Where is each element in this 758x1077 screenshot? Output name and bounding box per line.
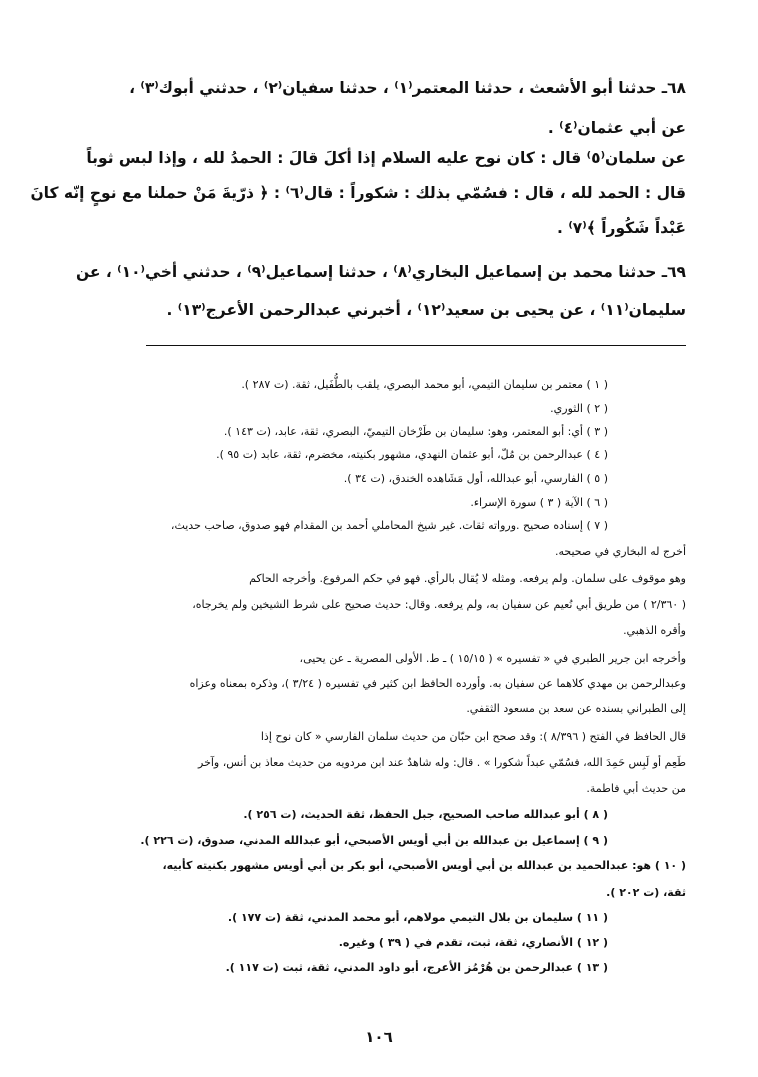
footnote-8: ( ٨ ) أبو عبدالله صاحب الصحيح، جبل الحفظ، ثقة الحديث، (ت ٢٥٦ ). [243, 808, 608, 821]
footnote-7: ( ٧ ) إسناده صحيح .ورواته ثقات. غير شيخ المحاملي أحمد بن المقدام فهو صدوق، صاحب حديث، [170, 519, 608, 532]
footnote-11: ( ١١ ) سليمان بن بلال التيمي مولاهم، أبو محمد المدني، ثقة (ت ١٧٧ ). [227, 911, 608, 924]
footnote-7-continued: أخرج له البخاري في صحيحه. [554, 545, 686, 558]
hadith-68-line-5: عَبْداً شَكُوراً ﴾⁽٧⁾ . [557, 219, 686, 237]
hadith-68-line-3: عن سلمان⁽٥⁾ قال : كان نوح عليه السلام إذا أكلَ قالَ : الحمدُ لله ، وإذا لبس ثوباً [86, 149, 686, 167]
footnote-7-ibn-kathir: وعبدالرحمن بن مهدي كلاهما عن سفيان به. وأورده الحافظ ابن كثير في تفسيره ( ٣/٢٤ )، وذكره بمعناه وعزاه [189, 677, 686, 690]
footnote-9: ( ٩ ) إسماعيل بن عبدالله بن أبي أويس الأصبحي، أبو عبدالله المدني، صدوق، (ت ٢٢٦ ). [140, 834, 608, 847]
footnote-7-tabarani: إلى الطبراني بسنده عن سعد بن مسعود الثقفي. [466, 702, 686, 715]
footnote-7-dhahabi: وأقره الذهبي. [623, 624, 686, 637]
hadith-69-line-1: ٦٩ـ حدثنا محمد بن إسماعيل البخاري⁽٨⁾ ، حدثنا إسماعيل⁽٩⁾ ، حدثني أخي⁽١٠⁾ ، عن [75, 263, 686, 281]
footnote-7-mawquf: وهو موقوف على سلمان. ولم يرفعه. ومثله لا يُقال بالرأي. فهو في حكم المرفوع. وأخرجه الحاكم [249, 572, 686, 585]
footnote-divider [146, 345, 686, 346]
footnote-7-tabari: وأخرجه ابن جرير الطبري في « تفسيره » ( ١٥/١٥ ) ـ ط. الأولى المصرية ـ عن يحيى، [299, 652, 686, 665]
footnote-12: ( ١٢ ) الأنصاري، ثقة، ثبت، تقدم في ( ٣٩ ) وغيره. [338, 936, 608, 949]
hadith-68-line-2: عن أبي عثمان⁽٤⁾ . [547, 119, 686, 137]
hadith-69-line-2: سليمان⁽١١⁾ ، عن يحيى بن سعيد⁽١٢⁾ ، أخبرني عبدالرحمن الأعرج⁽١٣⁾ . [166, 301, 686, 319]
footnote-7-hakim: ( ٢/٣٦٠ ) من طريق أبي نُعيم عن سفيان به، ولم يرفعه. وقال: حديث صحيح على شرط الشيخين ولم يخرجاه، [192, 598, 686, 611]
footnote-13: ( ١٣ ) عبدالرحمن بن هُرْمُز الأعرج، أبو داود المدني، ثقة، ثبت (ت ١١٧ ). [225, 961, 608, 974]
footnote-2: ( ٢ ) الثوري. [550, 402, 608, 415]
footnote-6: ( ٦ ) الآية ( ٣ ) سورة الإسراء. [470, 496, 608, 509]
footnote-5: ( ٥ ) الفارسي، أبو عبدالله، أول مَشَاهده الخندق، (ت ٣٤ ). [343, 472, 608, 485]
footnote-7-abi-fatima: من حديث أبي فاطمة. [586, 782, 686, 795]
footnote-7-fath: قال الحافظ في الفتح ( ٨/٣٩٦ ): وقد صحح ابن حبّان من حديث سلمان الفارسي « كان نوح إذا [260, 730, 686, 743]
page-number: ١٠٦ [365, 1028, 393, 1046]
footnote-4: ( ٤ ) عبدالرحمن بن مُلّ، أبو عثمان النهدي، مشهور بكنيته، مخضرم، ثقة، عابد (ت ٩٥ ). [216, 448, 608, 461]
hadith-68-line-4: قال : الحمد لله ، قال : فسُمّي بذلك : شكوراً : قال⁽٦⁾ : ﴿ ذرّيةَ مَنْ حملنا مع نوحٍ إنّه كانَ [30, 184, 686, 202]
footnote-1: ( ١ ) معتمر بن سليمان التيمي، أبو محمد البصري، يلقب بالطُّفَيل، ثقة. (ت ٢٨٧ ). [241, 378, 608, 391]
footnote-10: ( ١٠ ) هو: عبدالحميد بن عبدالله بن أبي أويس الأصبحي، أبو بكر بن أبي أويس مشهور بكنيته كأبيه، [162, 859, 686, 872]
footnote-3: ( ٣ ) أي: أبو المعتمر، وهو: سليمان بن طَرْخان التيميّ، البصري، ثقة، عابد، (ت ١٤٣ ). [223, 425, 608, 438]
hadith-68-line-1: ٦٨ـ حدثنا أبو الأشعث ، حدثنا المعتمر⁽١⁾ ، حدثنا سفيان⁽٢⁾ ، حدثني أبوك⁽٣⁾ ، [129, 79, 686, 97]
footnote-10-continued: ثقة، (ت ٢٠٢ ). [606, 886, 686, 899]
footnote-7-ibn-hibban: طَعِم أو لَبِس حَمِدَ الله، فسُمّي عبداً شكورا » . قال: وله شاهدٌ عند ابن مردويه من حديث معاذ بن أنس، وآخر [198, 756, 686, 769]
